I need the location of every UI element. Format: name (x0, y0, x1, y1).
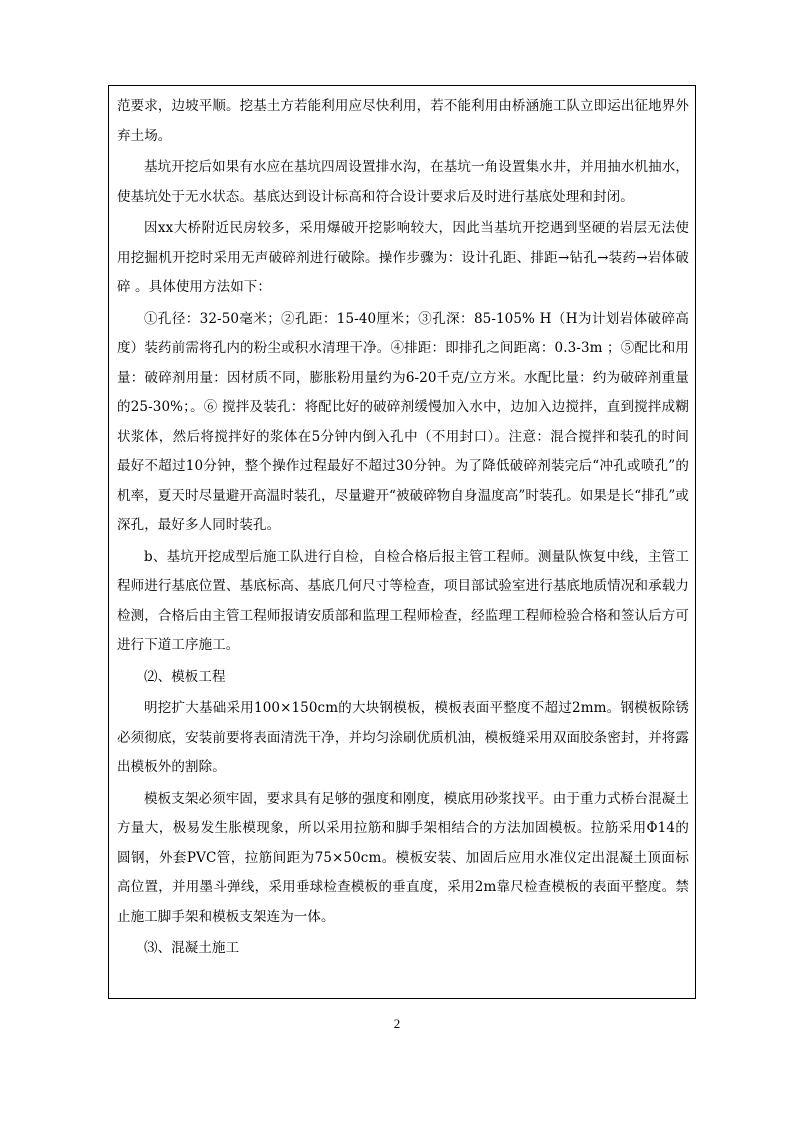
paragraph-7: 明挖扩大基础采用100×150cm的大块钢模板，模板表面平整度不超过2mm。钢模板除锈必须彻底，安装前要将表面清洗干净，并均匀涂刷优质机油，模板缝采用双面胶条密封，并将露出模板外的割除。 (117, 700, 689, 775)
paragraph-4: ①孔径：32-50毫米；②孔距：15-40厘米；③孔深：85-105% H（H为计划岩体破碎高度）装药前需将孔内的粉尘或积水清理干净。④排距：即排孔之间距离：0.3-3m ；⑤配比和用量：破碎剂用量：因材质不同，膨胀粉用量约为6-20千克/立方米。水配比量：约为破碎剂重量的25-30%；。⑥ 搅拌及装孔：将配比好的破碎剂缓慢加入水中，边加入边搅拌，直到搅拌成糊状浆体，然后将搅拌好的浆体在5分钟内倒入孔中（不用封口）。注意：混合搅拌和装孔的时间最好不超过10分钟，整个操作过程最好不超过30分钟。为了降低破碎剂装完后“冲孔或喷孔”的机率，夏天时尽量避开高温时装孔，尽量避开“被破碎物自身温度高”时装孔。如果是长“排孔”或深孔，最好多人同时装孔。 (117, 310, 690, 533)
paragraph-5: b、基坑开挖成型后施工队进行自检，自检合格后报主管工程师。测量队恢复中线，主管工程师进行基底位置、基底标高、基底几何尺寸等检查，项目部试验室进行基底地质情况和承载力检测，合格后由主管工程师报请安质部和监理工程师检查，经监理工程师检验合格和签认后方可进行下道工序施工。 (117, 548, 689, 653)
page-number: 2 (393, 1016, 401, 1031)
paragraph-1: 范要求，边坡平顺。挖基土方若能利用应尽快利用，若不能利用由桥涵施工队立即运出征地界外弃土场。 (117, 98, 689, 144)
paragraph-3: 因xx大桥附近民房较多，采用爆破开挖影响较大，因此当基坑开挖遇到坚硬的岩层无法使用挖掘机开挖时采用无声破碎剂进行破除。操作步骤为：设计孔距、排距→钻孔→装药→岩体破碎 。具体使用方法如下： (117, 220, 689, 295)
paragraph-8: 模板支架必须牢固，要求具有足够的强度和刚度，模底用砂浆找平。由于重力式桥台混凝土方量大，极易发生胀模现象，所以采用拉筋和脚手架相结合的方法加固模板。拉筋采用Φ14的圆钢，外套PVC管，拉筋间距为75×50cm。模板安装、加固后应用水准仪定出混凝土顶面标高位置，并用墨斗弹线，采用垂球检查模板的垂直度，采用2m靠尺检查模板的表面平整度。禁止施工脚手架和模板支架连为一体。 (117, 790, 689, 925)
paragraph-2: 基坑开挖后如果有水应在基坑四周设置排水沟，在基坑一角设置集水井，并用抽水机抽水，使基坑处于无水状态。基底达到设计标高和符合设计要求后及时进行基底处理和封闭。 (117, 159, 689, 205)
section-heading-formwork: ⑵、模板工程 (144, 668, 226, 685)
document-body (117, 92, 689, 964)
section-heading-concrete: ⑶、混凝土施工 (144, 940, 240, 956)
